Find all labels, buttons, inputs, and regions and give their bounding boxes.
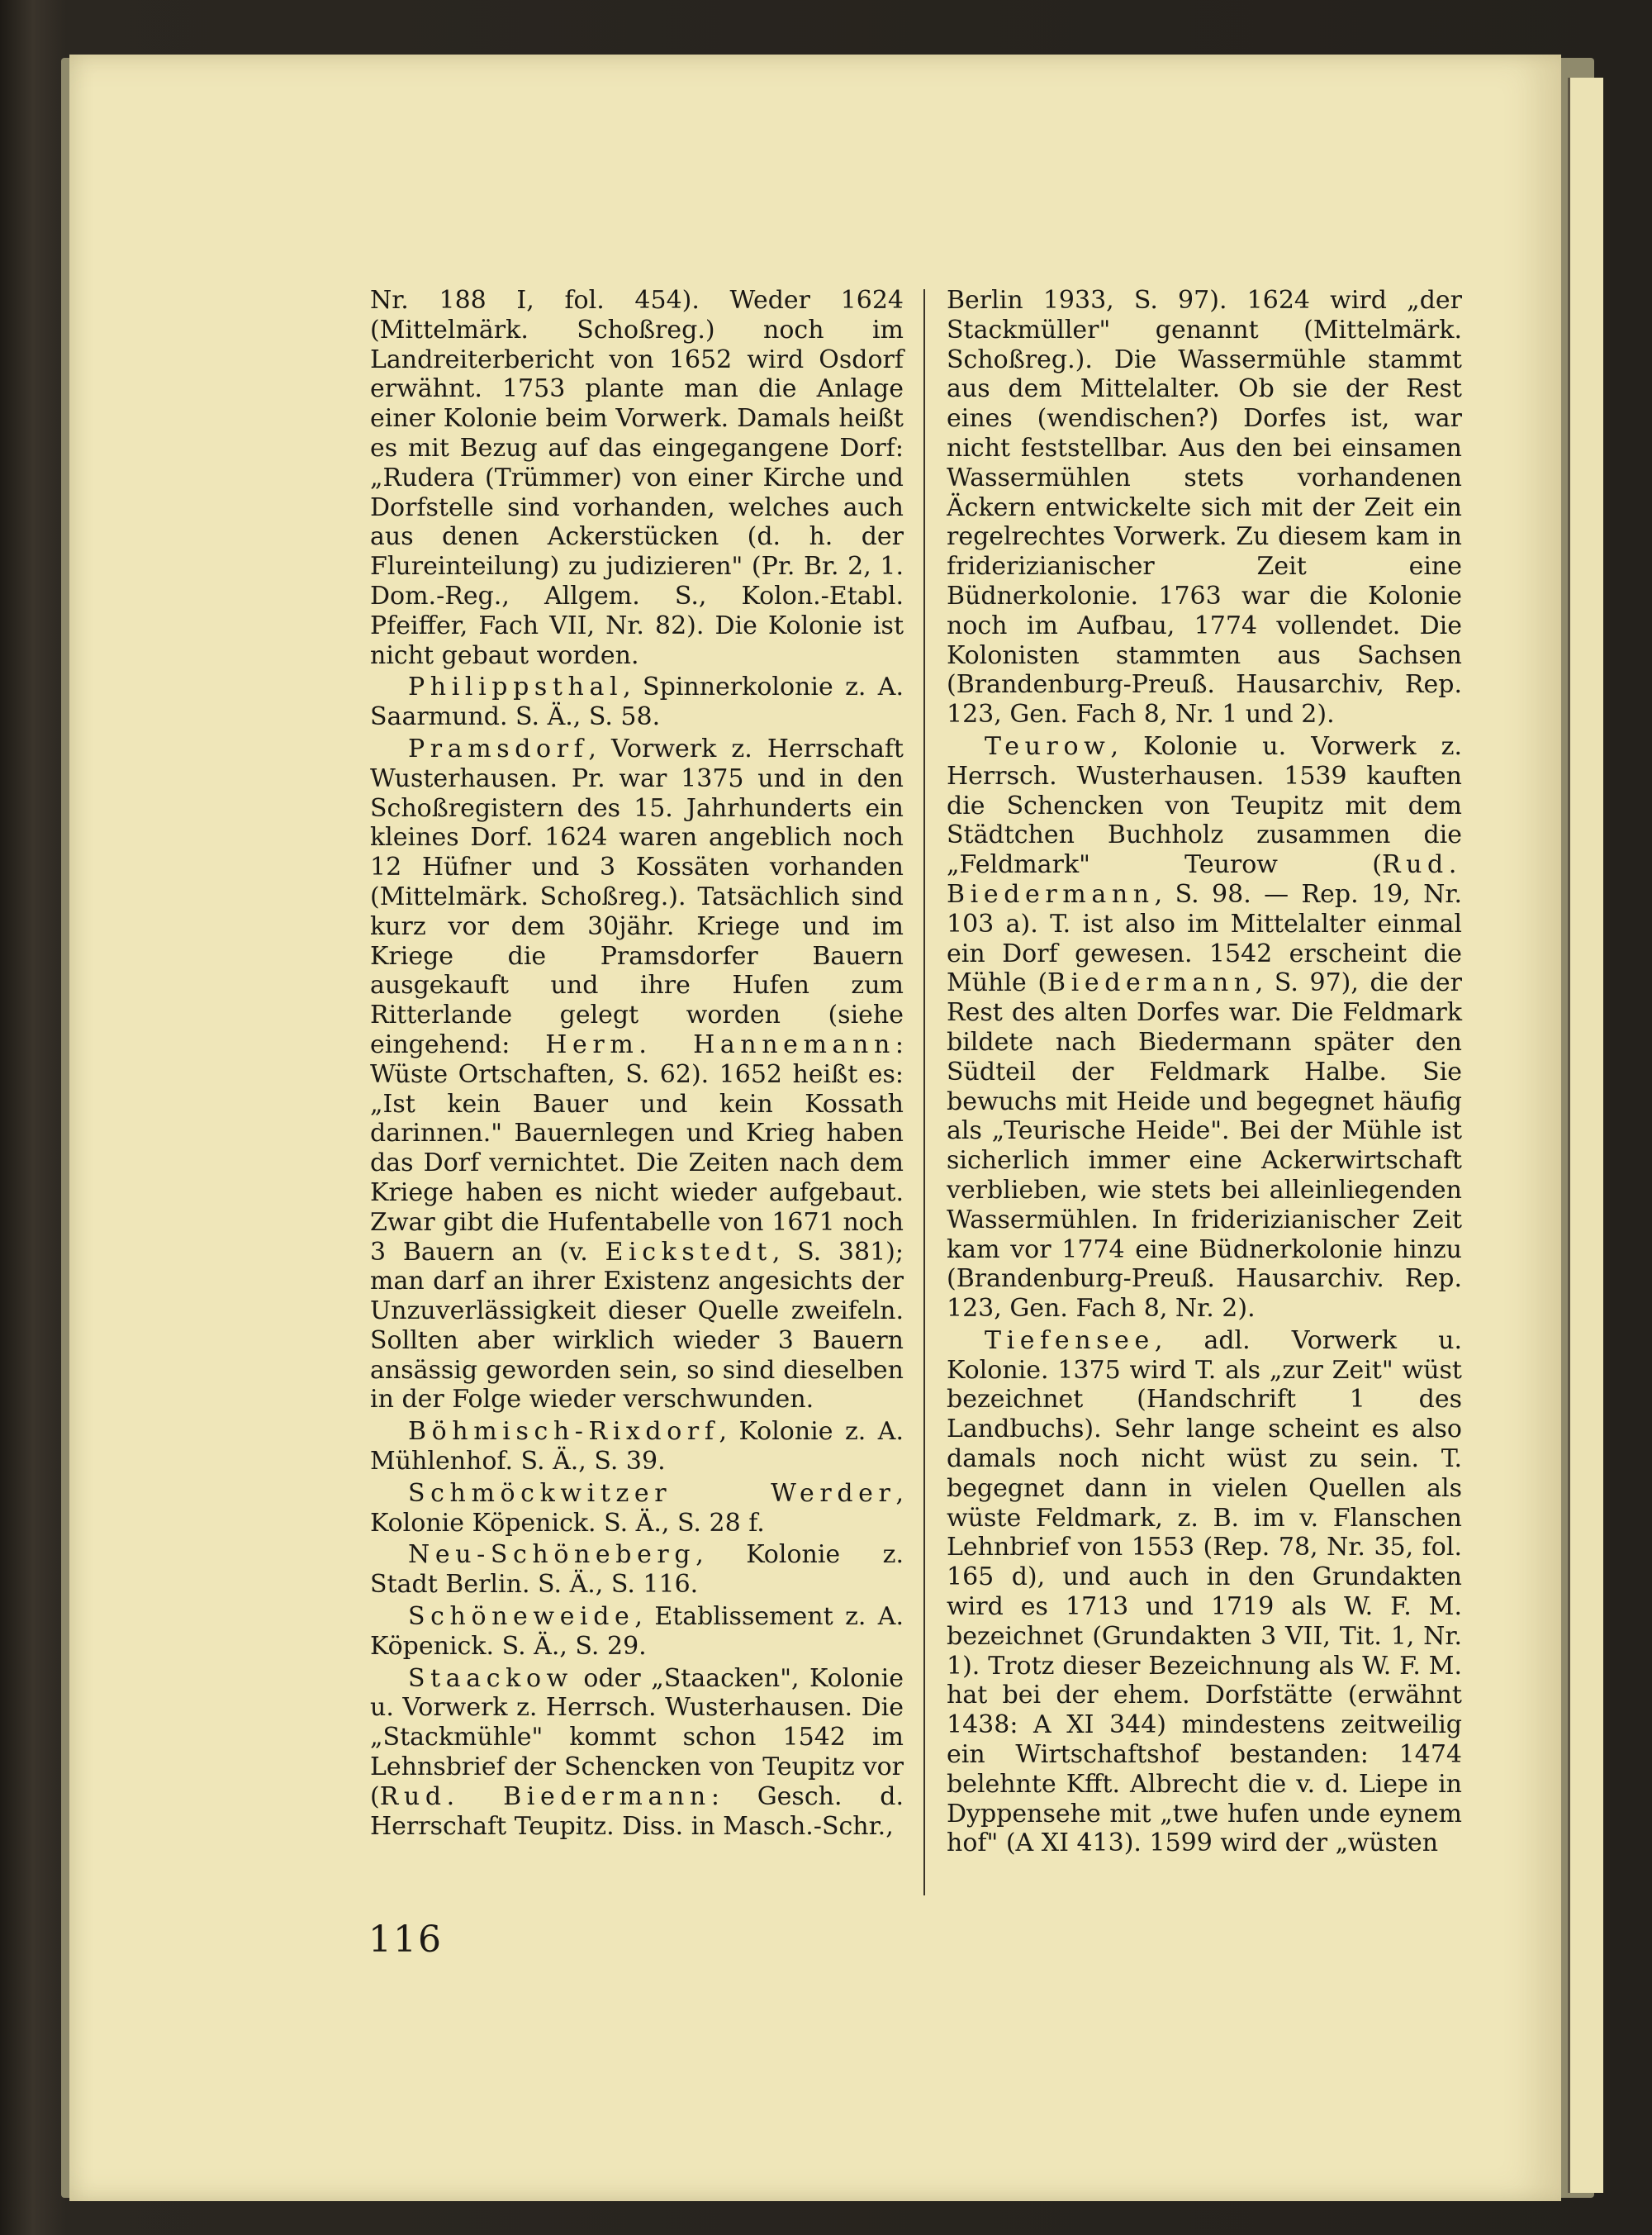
entry-head: Schmöckwitzer Werder <box>408 1478 896 1508</box>
paragraph-osdorf: Nr. 188 I, fol. 454). Weder 1624 (Mittelmärk. Schoßreg.) noch im Landreiterbericht von 1652 wird Osdorf erwähnt. 1753 plante man die Anlage einer Kolonie beim Vorwerk. Damals heißt es mit Bezug auf das eingegangene Dorf: „Rudera (Trümmer) von einer Kirche und Dorfstelle sind vorhanden, welches auch aus denen Ackerstücken (d. h. der Flureinteilung) zu judizieren" (Pr. Br. 2, 1. Dom.-Reg., Allgem. S., Kolon.-Etabl. Pfeiffer, Fach VII, Nr. 82). Die Kolonie ist nicht gebaut worden. <box>370 286 904 670</box>
entry-boehmisch-rixdorf: Böhmisch-Rixdorf, Kolonie z. A. Mühlenhof. S. Ä., S. 39. <box>370 1417 904 1477</box>
entry-schoeneweide: Schöneweide, Etablissement z. A. Köpenick. S. Ä., S. 29. <box>370 1602 904 1661</box>
entry-head: Schöneweide <box>408 1602 635 1632</box>
entry-staackow: Staackow oder „Staacken", Kolonie u. Vorwerk z. Herrsch. Wusterhausen. Die „Stackmühle" kommt schon 1542 im Lehnsbrief der Schencken von Teupitz vor (Rud. Biedermann: Gesch. d. Herrschaft Teupitz. Diss. in Masch.-Schr., <box>370 1663 904 1841</box>
entry-pramsdorf: Pramsdorf, Vorwerk z. Herrschaft Wusterhausen. Pr. war 1375 und in den Schoßregistern des 15. Jahrhunderts ein kleines Dorf. 1624 waren angeblich noch 12 Hüfner und 3 Kossäten vorhanden (Mittelmärk. Schoßreg.). Tatsächlich sind kurz vor dem 30jähr. Kriege und im Kriege die Pramsdorfer Bauern ausgekauft und ihre Hufen zum Ritterlande gelegt worden (siehe eingehend: Herm. Hannemann: Wüste Ortschaften, S. 62). 1652 heißt es: „Ist kein Bauer und kein Kossath darinnen." Bauernlegen und Krieg haben das Dorf vernichtet. Die Zeiten nach dem Kriege haben es nicht wieder aufgebaut. Zwar gibt die Hufentabelle von 1671 noch 3 Bauern an (v. Eickstedt, S. 381); man darf an ihrer Existenz angesichts der Unzuverlässigkeit dieser Quelle zweifeln. Sollten aber wirklich wieder 3 Bauern ansässig geworden sein, so sind dieselben in der Folge wieder verschwunden. <box>370 734 904 1415</box>
page-number: 116 <box>368 1919 443 1961</box>
entry-head: Neu-Schöneberg <box>408 1540 696 1570</box>
entry-head: Staackow <box>408 1663 573 1693</box>
entry-philippsthal: Philippsthal, Spinnerkolonie z. A. Saarmund. S. Ä., S. 58. <box>370 673 904 732</box>
left-column <box>370 286 904 1841</box>
entry-schmoeckwitzer-werder: Schmöckwitzer Werder, Kolonie Köpenick. S. Ä., S. 28 f. <box>370 1478 904 1538</box>
paragraph-staackow-cont: Berlin 1933, S. 97). 1624 wird „der Stackmüller" genannt (Mittelmärk. Schoßreg.). Die Wassermühle stammt aus dem Mittelalter. Ob sie der Rest eines (wendischen?) Dorfes ist, war nicht feststellbar. Aus den bei einsamen Wassermühlen stets vorhandenen Äckern entwickelte sich mit der Zeit ein regelrechtes Vorwerk. Zu diesem kam in friderizianischer Zeit eine Büdnerkolonie. 1763 war die Kolonie noch im Aufbau, 1774 vollendet. Die Kolonisten stammten aus Sachsen (Brandenburg-Preuß. Hausarchiv, Rep. 123, Gen. Fach 8, Nr. 1 und 2). <box>947 286 1462 730</box>
entry-teurow: Teurow, Kolonie u. Vorwerk z. Herrsch. Wusterhausen. 1539 kauften die Schencken von Teupitz mit dem Städtchen Buchholz zusammen die „Feldmark" Teurow (Rud. Biedermann, S. 98. — Rep. 19, Nr. 103 a). T. ist also im Mittelalter einmal ein Dorf gewesen. 1542 erscheint die Mühle (Biedermann, S. 97), die der Rest des alten Dorfes war. Die Feldmark bildete nach Biedermann später den Südteil der Feldmark Halbe. Sie bewuchs mit Heide und begegnet häufig als „Teurische Heide". Bei der Mühle ist sicherlich immer eine Ackerwirtschaft verblieben, wie stets bei alleinliegenden Wassermühlen. In friderizianischer Zeit kam vor 1774 eine Büdnerkolonie hinzu (Brandenburg-Preuß. Hausarchiv. Rep. 123, Gen. Fach 8, Nr. 2). <box>947 731 1462 1324</box>
right-column <box>947 286 1462 1858</box>
entry-neu-schoeneberg: Neu-Schöneberg, Kolonie z. Stadt Berlin. S. Ä., S. 116. <box>370 1540 904 1600</box>
entry-head: Teurow <box>985 731 1111 761</box>
entry-head: Tiefensee <box>985 1325 1155 1355</box>
column-rule <box>923 289 925 1895</box>
entry-tiefensee: Tiefensee, adl. Vorwerk u. Kolonie. 1375 wird T. als „zur Zeit" wüst bezeichnet (Handschrift 1 des Landbuchs). Sehr lange scheint es also damals noch nicht wüst zu sein. T. begegnet dann in vielen Quellen als wüste Feldmark, z. B. im v. Flanschen Lehnbrief von 1553 (Rep. 78, Nr. 35, fol. 165 d), und auch in den Grundakten wird es 1713 und 1719 als W. F. M. bezeichnet (Grundakten 3 VII, Tit. 1, Nr. 1). Trotz dieser Bezeichnung als W. F. M. hat bei der ehem. Dorfstätte (erwähnt 1438: A XI 344) mindestens zeitweilig ein Wirtschaftshof bestanden: 1474 belehnte Kfft. Albrecht die v. d. Liepe in Dyppensehe mit „twe hufen unde eynem hof" (A XI 413). 1599 wird der „wüsten <box>947 1325 1462 1858</box>
entry-head: Philippsthal <box>408 673 624 702</box>
adjacent-page-edge <box>1568 78 1603 2193</box>
entry-head: Böhmisch-Rixdorf <box>408 1417 719 1447</box>
entry-head: Pramsdorf <box>408 734 589 763</box>
